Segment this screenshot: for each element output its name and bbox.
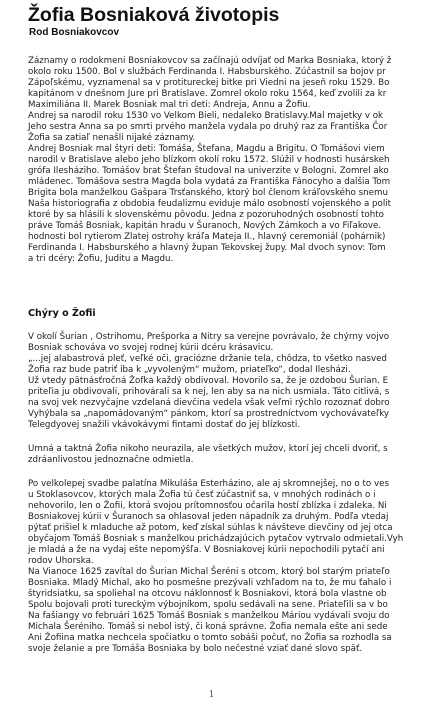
text-line: Ani Žofiina matka nechcela spočiatku o tomto sobáši počuť, no Žofia sa rozhodla sa	[28, 633, 392, 643]
text-line: Ferdinanda I. Habsburského a hlavný župan Tekovskej župy. Mal dvoch synov: Tom	[28, 243, 386, 253]
text-line: Michala Šeréniho. Tomáš si nebol istý, či koná správne. Žofia nemala ešte ani sede	[28, 622, 388, 632]
text-line: u Stoklasovcov, ktorých mala Žofia tú česť zúčastniť sa, v mnohých rodinách o i	[28, 490, 376, 500]
text-line: Spolu bojovali proti tureckým výbojníkom, spolu sedávali na sene. Priateľili sa v bo	[28, 600, 388, 610]
text-line: Bosniak schováva vo svojej rodnej kúrii dcéru krásavicu.	[28, 343, 274, 353]
text-line: okolo roku 1500. Bol v službách Ferdinanda I. Habsburského. Zúčastnil sa bojov pr	[28, 67, 386, 77]
text-line: Záznamy o rodokmeni Bosniakovcov sa začínajú odvíjať od Marka Bosniaka, ktorý ž	[28, 56, 392, 66]
text-line: svoje želanie a pre Tomáša Bosniaka by bolo nečestné vziať dané slovo späť.	[28, 644, 363, 654]
text-line: Andrej sa narodil roku 1530 vo Velkom Bieli, nedaleko Bratislavy.Mal majetky v ok	[28, 111, 384, 121]
document-title: Žofia Bosniaková životopis	[28, 4, 280, 26]
text-line: zdráanlivostou jednoznačne odmietla.	[28, 455, 194, 465]
text-line: Maximiliána II. Marek Bosniak mal tri deti: Andreja, Annu a Žofiu.	[28, 100, 311, 110]
text-line: Andrej Bosniak mal štyri deti: Tomáša, Štefana, Magdu a Brigitu. O Tomášovi viem	[28, 144, 385, 154]
text-line: Bosniakovej kúrii v Šuranoch sa ohlasoval jeden nápadník za druhým. Podľa vtedaj	[28, 512, 389, 522]
text-line: Bosniaka. Mladý Michal, ako ho posmešne prezývali vzhľadom na to, že mu ťahalo i	[28, 578, 392, 588]
text-line: Na fašiangy vo februári 1625 Tomáš Bosniak s manželkou Máriou vydávali svoju do	[28, 611, 390, 621]
text-line: „...jej alabastrová pleť, veľké oči, graciózne držanie tela, chôdza, to všetko nasved	[28, 354, 387, 364]
page-number: 1	[208, 690, 215, 700]
text-line: Už vtedy pätnásťročná Žofka každý obdivoval. Hovorilo sa, že je ozdobou Šurian. E	[28, 376, 389, 386]
text-line: Brigita bola manželkou Gašpara Trsťanského, ktorý bol členom kráľovského snemu	[28, 188, 388, 198]
text-line: Na Vianoce 1625 zavítal do Šurian Michal Šeréni s otcom, ktorý bol starým priateľo	[28, 567, 390, 577]
text-line: Vyhýbala sa „napomádovaným“ pánkom, ktorí sa prostredníctvom vychovávateľky	[28, 409, 390, 419]
section-heading-chyry: Chýry o Žofii	[28, 308, 96, 319]
text-line: Naša historiografia z obdobia feudalizmu eviduje málo osobností vojenského a polit	[28, 199, 392, 209]
text-line: ktoré by sa hlásili k slovenskému pôvodu. Jedna z pozoruhodných osobností tohto	[28, 210, 384, 220]
text-line: práve Tomáš Bosniak, kapitán hradu v Šuranoch, Nových Zámkoch a vo Fiľakove.	[28, 221, 382, 231]
text-line: Jeho sestra Anna sa po smrti prvého manžela vydala po druhý raz za Františka Čor	[28, 122, 388, 132]
text-line: grófa Ilesháziho. Tomášov brat Štefan študoval na univerzite v Bologni. Zomrel ako	[28, 166, 389, 176]
text-line: Žofia raz bude patriť iba k „vyvoleným“ mužom, priateľko“, dodal Ilesházi.	[28, 365, 351, 375]
text-line: nehovorilo, len o Žofii, ktorá svojou prítomnosťou očarila hostí zblízka i zdaleka. Ni	[28, 501, 387, 511]
text-line: Žofia sa zatiaľ nenašli nijaké záznamy.	[28, 133, 196, 143]
text-line: narodil v Bratislave alebo jeho blízkom okolí roku 1572. Slúžil v hodnosti husárskeh	[28, 155, 390, 165]
text-line: Umná a taktná Žofia nikoho neurazila, ale všetkých mužov, ktorí jej chceli dvoriť, s	[28, 444, 388, 454]
text-line: Zápoľskému, vyznamenal sa v protitureckej bitke pri Viedni na jeseň roku 1529. Bo	[28, 78, 390, 88]
text-line: kapitánom v dnešnom Jure pri Bratislave. Zomrel okolo roku 1564, keď zvolili za kr	[28, 89, 387, 99]
text-line: pýtať prišiel k mladuche až potom, keď získal súhlas k návšteve dievčiny od jej otca	[28, 523, 393, 533]
text-line: priteľia ju obdivovali, prihovárali sa k nej, len aby sa na nich usmiala. Táto citlivá, s	[28, 387, 390, 397]
text-line: obyčajom Tomáš Bosniak s manželkou prichádzajúcich pytačov vytrvalo odmietali.Vyh	[28, 534, 404, 544]
document-subtitle: Rod Bosniakovcov	[29, 27, 120, 38]
text-line: štyridsiatku, sa spoliehal na otcovu náklonnosť k Bosniakovi, ktorá bola vlastne ob	[28, 589, 387, 599]
text-line: Po velkolepej svadbe palatína Mikuláša Esterházino, ale aj skromnejšej, no o to ves	[28, 479, 389, 489]
text-line: a tri dcéry: Žofiu, Juditu a Magdu.	[28, 254, 174, 264]
text-line: rodov Uhorska.	[28, 556, 94, 566]
text-line: V okolí Šurian , Ostrihomu, Prešporka a Nitry sa verejne povrávalo, že chýrny vojvo	[28, 332, 390, 342]
text-line: hodnosti bol rytierom Zlatej ostrohy kráľa Mateja II., hlavný ceremoniál (pohárnik)	[28, 232, 386, 242]
text-line: na svoj vek nezvyčajne vzdelaná dievčina vedela však veľmi rýchlo rozoznať dobro	[28, 398, 390, 408]
text-line: Telegdyovej snažili vkávokávymi fintami dostať do jej blízkosti.	[28, 420, 301, 430]
text-line: je mladá a že na vydaj ešte nepomýšľa. V Bosniakovej kúrii nepochodili pytačí ani	[28, 545, 385, 555]
text-line: mládenec. Tomášova sestra Magda bola vydatá za Františka Fánocyho a dalšia Tom	[28, 177, 391, 187]
